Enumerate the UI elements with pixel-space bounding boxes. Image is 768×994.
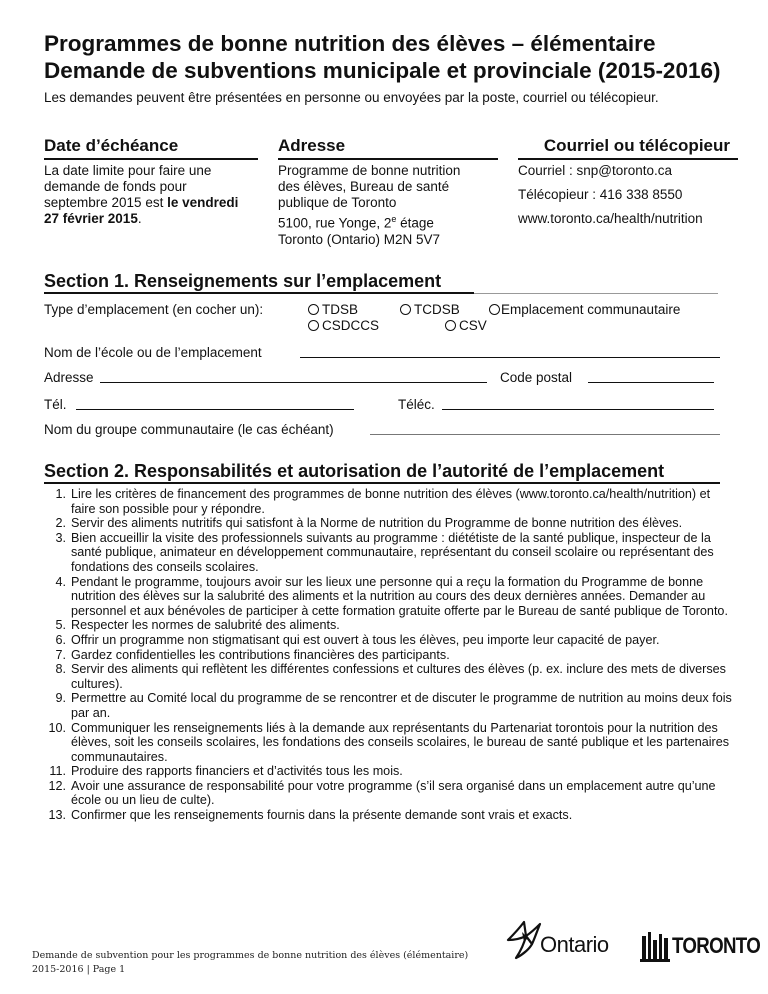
list-item-text: Gardez confidentielles les contributions financières des participants. — [71, 647, 450, 662]
radio-circle-icon[interactable] — [308, 320, 319, 331]
fax-label: Téléc. — [398, 397, 435, 412]
radio-circle-icon[interactable] — [400, 304, 411, 315]
list-item-text: Permettre au Comité local du programme de se rencontrer et de discuter le programme de nutrition au moins deux fois par an. — [71, 691, 732, 720]
contact-website[interactable]: www.toronto.ca/health/nutrition — [518, 211, 703, 226]
list-number: 12. — [48, 778, 66, 793]
list-number: 9. — [55, 691, 66, 706]
list-item-text: Confirmer que les renseignements fournis dans la présente demande sont vrais et exacts. — [71, 808, 573, 823]
list-item-text: Servir des aliments qui reflètent les différentes confessions et cultures des élèves (p. ex. inclure des mets de diverses cultures). — [71, 662, 726, 691]
address-field[interactable] — [100, 382, 487, 383]
footer-line-1: Demande de subvention pour les programmes de bonne nutrition des élèves (élémentaire) — [32, 950, 469, 961]
radio-circle-icon[interactable] — [308, 304, 319, 315]
option-tcdsb[interactable] — [400, 302, 460, 318]
list-item — [44, 662, 734, 691]
address-line-4 — [278, 211, 498, 232]
list-number: 10. — [48, 720, 66, 735]
school-name-field[interactable] — [300, 357, 720, 358]
toronto-logo-text: TORONTO — [672, 933, 761, 958]
address-superscript: e — [391, 214, 397, 224]
mailing-address — [278, 163, 498, 248]
list-item — [44, 487, 734, 516]
list-number: 13. — [48, 808, 66, 823]
postal-code-field[interactable] — [588, 382, 714, 383]
radio-circle-icon[interactable] — [445, 320, 456, 331]
section1-heading-rule — [44, 292, 474, 294]
option-csv-label: CSV — [459, 318, 487, 333]
list-item — [44, 618, 734, 633]
list-item-text: Communiquer les renseignements liés à la demande aux représentants du Partenariat torontois pour la nutrition des élèves, soit les conseils scolaires, les fondations des conseils scolaires, le bureau de santé publique et les partenaires communautaires. — [71, 720, 730, 764]
list-item — [44, 764, 734, 779]
list-item-text: Respecter les normes de salubrité des aliments. — [71, 618, 340, 633]
option-tcdsb-label: TCDSB — [414, 302, 460, 317]
responsibilities-list — [44, 487, 734, 823]
phone-label: Tél. — [44, 397, 67, 412]
list-number: 6. — [55, 632, 66, 647]
page-title — [44, 30, 744, 84]
radio-circle-icon[interactable] — [489, 304, 500, 315]
contact-fax: Télécopieur : 416 338 8550 — [518, 187, 683, 202]
title-line-2: Demande de subventions municipale et provinciale (2015-2016) — [44, 58, 721, 83]
ontario-logo-text: Ontario — [540, 932, 609, 957]
list-number: 1. — [55, 487, 66, 501]
list-item — [44, 531, 734, 575]
address-label: Adresse — [44, 370, 94, 385]
option-tdsb[interactable] — [308, 302, 358, 318]
list-number: 11. — [49, 764, 66, 779]
list-number: 2. — [55, 516, 66, 531]
option-community[interactable] — [489, 302, 680, 318]
contact-email[interactable]: Courriel : snp@toronto.ca — [518, 163, 673, 178]
community-group-field[interactable] — [370, 434, 720, 435]
section2-heading-text: Section 2. Responsabilités et autorisation de l’autorité de l’emplacement — [44, 461, 665, 481]
list-item — [44, 721, 734, 765]
address-street: 5100, rue Yonge, 2 — [278, 215, 392, 231]
list-number: 7. — [55, 647, 66, 662]
list-item-text: Offrir un programme non stigmatisant qui est ouvert à tous les élèves, peu importe leur capacité de payer. — [71, 632, 660, 647]
location-type-label: Type d’emplacement (en cocher un): — [44, 302, 264, 317]
deadline-text — [44, 163, 244, 227]
list-item — [44, 648, 734, 663]
section2-heading-rule — [44, 482, 720, 484]
postal-code-label: Code postal — [500, 370, 573, 385]
address-floor: étage — [396, 215, 434, 231]
address-heading: Adresse — [278, 136, 498, 160]
list-item-text: Pendant le programme, toujours avoir sur les lieux une personne qui a reçu la formation du Programme de bonne nutrition des élèves sur la salubrité des aliments et la nutrition au cours des deux dernières années. Demander au personnel et aux bénévoles de participer à cette formation gratuite offerte par le Bureau de santé publique de Toronto. — [71, 574, 728, 618]
section1-heading-text: Section 1. Renseignements sur l’emplacement — [44, 271, 442, 291]
list-item — [44, 779, 734, 808]
list-item — [44, 516, 734, 531]
address-line-5: Toronto (Ontario) M2N 5V7 — [278, 231, 441, 247]
contact-info — [518, 163, 748, 232]
option-csv[interactable] — [445, 318, 487, 334]
list-number: 4. — [55, 574, 66, 589]
list-item-text: Bien accueillir la visite des professionnels suivants au programme : diététiste de la santé publique, inspecteur de la santé publique, animateur en développement communautaire, représentant du conseil scolaire ou représentant des fondations des conseils scolaires. — [71, 530, 714, 574]
deadline-date: le vendredi 27 février 2015 — [44, 195, 239, 226]
list-number: 5. — [55, 618, 66, 633]
option-community-label: Emplacement communautaire — [501, 302, 681, 317]
list-item-text: Servir des aliments nutritifs qui satisfont à la Norme de nutrition du Programme de bonne nutrition des élèves. — [71, 516, 683, 531]
contact-heading: Courriel ou télécopieur — [518, 136, 738, 160]
fax-field[interactable] — [442, 409, 714, 410]
list-item — [44, 575, 734, 619]
title-line-1: Programmes de bonne nutrition des élèves – élémentaire — [44, 31, 656, 56]
section1-heading-rule-thin — [474, 293, 718, 294]
option-csdccs-label: CSDCCS — [322, 318, 380, 333]
footer-line-2: 2015-2016 | Page 1 — [32, 964, 126, 975]
list-item-text: Lire les critères de financement des programmes de bonne nutrition des élèves (www.toronto.ca/health/nutrition) et faire son possible pour y répondre. — [71, 487, 711, 516]
deadline-text-normal: La date limite pour faire une demande de fonds pour septembre 2015 est — [44, 163, 212, 210]
deadline-heading: Date d’échéance — [44, 136, 258, 160]
address-line-1: Programme de bonne nutrition — [278, 163, 461, 178]
list-number: 3. — [55, 530, 66, 545]
list-item — [44, 691, 734, 720]
list-item — [44, 808, 734, 823]
address-line-2: des élèves, Bureau de santé — [278, 179, 450, 194]
deadline-text-end: . — [137, 211, 142, 226]
option-tdsb-label: TDSB — [322, 302, 359, 317]
list-item-text: Produire des rapports financiers et d’activités tous les mois. — [71, 764, 403, 779]
phone-field[interactable] — [76, 409, 354, 410]
list-item-text: Avoir une assurance de responsabilité pour votre programme (s’il sera organisé dans un emplacement autre qu’une école ou un lieu de culte). — [71, 778, 716, 808]
address-line-3: publique de Toronto — [278, 195, 397, 210]
option-csdccs[interactable] — [308, 318, 379, 334]
intro-text: Les demandes peuvent être présentées en personne ou envoyées par la poste, courriel ou télécopieur. — [44, 90, 659, 105]
list-item — [44, 633, 734, 648]
school-name-label: Nom de l’école ou de l’emplacement — [44, 345, 262, 360]
page-footer — [32, 949, 468, 977]
community-group-label: Nom du groupe communautaire (le cas échéant) — [44, 422, 334, 437]
list-number: 8. — [55, 662, 66, 677]
